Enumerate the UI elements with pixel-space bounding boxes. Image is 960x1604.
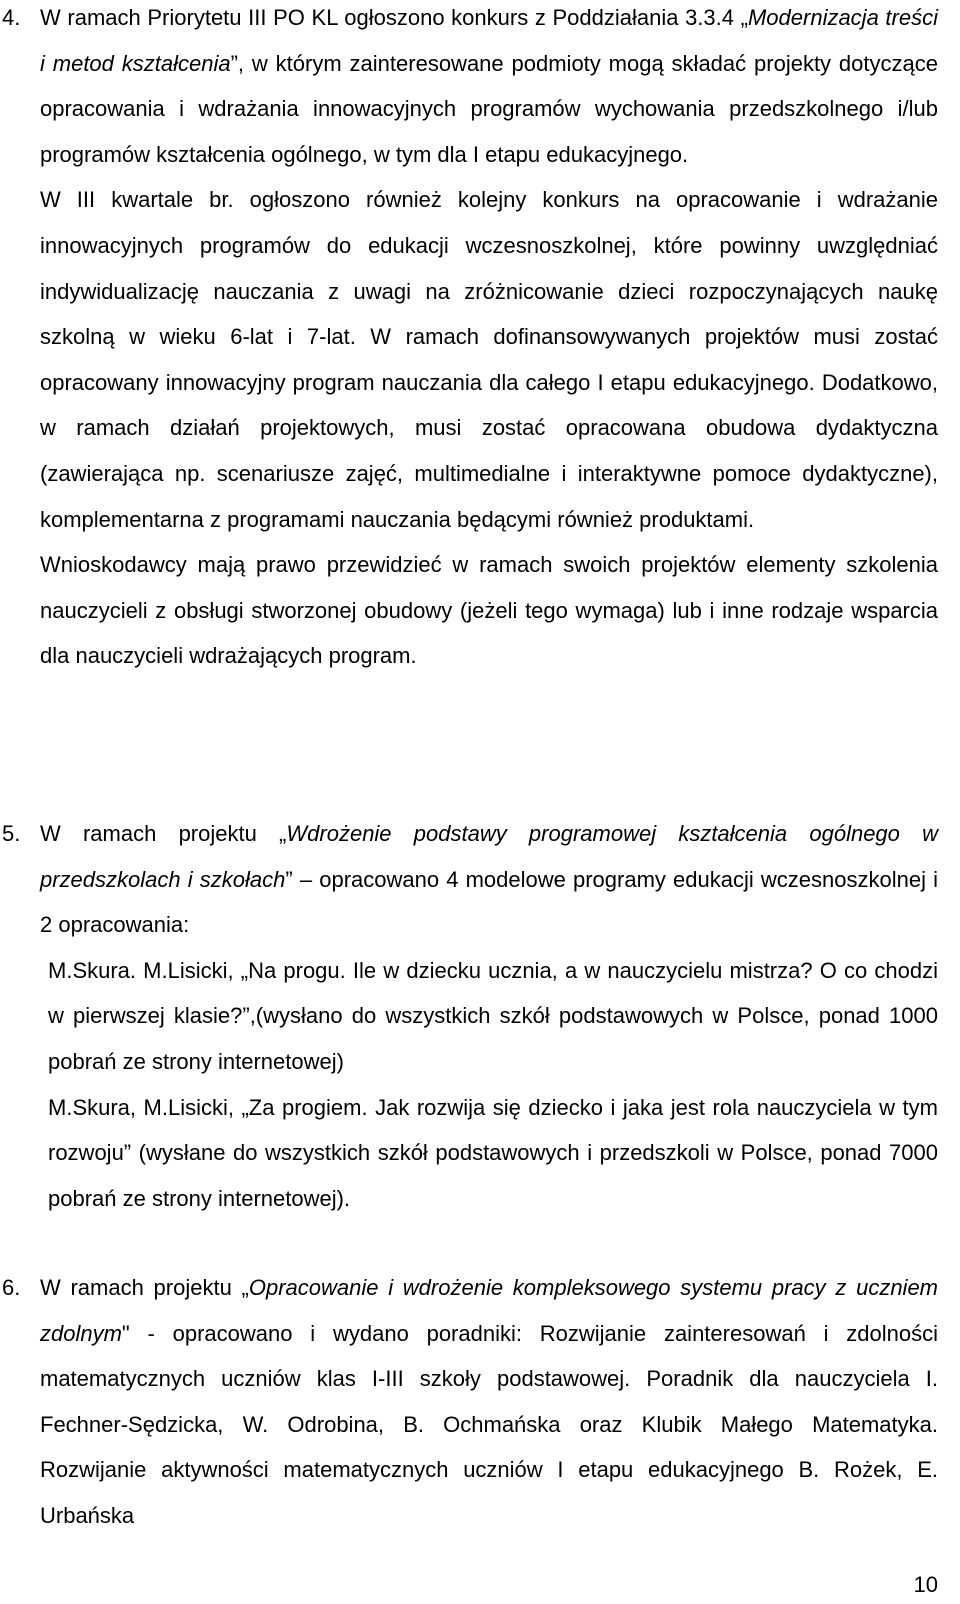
list-item-6: [0, 1265, 938, 1539]
item-number: 4.: [2, 5, 21, 30]
project-title: Opracowanie i wdrożenie kompleksowego systemu pracy z uczniem zdolnym: [40, 1275, 939, 1346]
page-number: 10: [913, 1572, 938, 1597]
item-number: 6.: [2, 1275, 21, 1300]
paragraph-text: " - opracowano i wydano poradniki: Rozwijanie zainteresowań i zdolności matematycznych uczniów klas I-III szkoły podstawowej. Poradnik dla nauczyciela I. Fechner-Sędzicka, W. Odrobina, B. Ochmańska oraz Klubik Małego Matematyka. Rozwijanie aktywności matematycznych uczniów I etapu edukacyjnego B. Rożek, E. Urbańska: [40, 1320, 938, 1528]
bullet-text: M.Skura, M.Lisicki, „Za progiem. Jak rozwija się dziecko i jaka jest rola nauczyciela w tym rozwoju” (wysłane do wszystkich szkół podstawowych i przedszkoli w Polsce, ponad 7000 pobrań ze strony internetowej).: [48, 1094, 938, 1211]
project-title: Wdrożenie podstawy programowej kształcenia ogólnego w przedszkolach i szkołach: [40, 821, 939, 892]
paragraph-text: W ramach Priorytetu III PO KL ogłoszono konkurs z Poddziałania 3.3.4 „: [40, 5, 748, 30]
paragraph: [40, 811, 938, 948]
paragraph: W III kwartale br. ogłoszono również kolejny konkurs na opracowanie i wdrażanie innowacyjnych programów do edukacji wczesnoszkolnej, które powinny uwzględniać indywidualizację nauczania z uwagi na zróżnicowanie dzieci rozpoczynających naukę szkolną w wieku 6-lat i 7-lat. W ramach dofinansowywanych projektów musi zostać opracowany innowacyjny program nauczania dla całego I etapu edukacyjnego. Dodatkowo, w ramach działań projektowych, musi zostać opracowana obudowa dydaktyczna (zawierająca np. scenariusze zajęć, multimedialne i interaktywne pomoce dydaktyczne), komplementarna z programami nauczania będącymi również produktami.: [40, 187, 938, 532]
paragraph: [40, 1265, 938, 1539]
bullet-text: M.Skura. M.Lisicki, „Na progu. Ile w dziecku ucznia, a w nauczycielu mistrza? O co chodzi w pierwszej klasie?”,(wysłano do wszystkich szkół podstawowych w Polsce, ponad 1000 pobrań ze strony internetowej): [48, 957, 938, 1074]
item-body: [40, 0, 938, 679]
bullet-item: [48, 1085, 938, 1222]
bullet-item: [48, 948, 938, 1085]
list-item-4: [0, 0, 938, 679]
paragraph-text: W ramach projektu „: [40, 821, 287, 846]
item-number: 5.: [2, 821, 21, 846]
paragraph-text: ” – opracowano 4 modelowe programy edukacji wczesnoszkolnej i 2 opracowania:: [40, 866, 939, 938]
item-body: [40, 1265, 938, 1539]
list-item-5: [0, 811, 938, 1221]
paragraph-text: ”, w którym zainteresowane podmioty mogą składać projekty dotyczące opracowania i wdrażania innowacyjnych programów wychowania przedszkolnego i/lub programów kształcenia ogólnego, w tym dla I etapu edukacyjnego.: [40, 50, 938, 167]
paragraph-text: W ramach projektu „: [40, 1275, 249, 1300]
paragraph: Wnioskodawcy mają prawo przewidzieć w ramach swoich projektów elementy szkolenia nauczycieli z obsługi stworzonej obudowy (jeżeli tego wymaga) lub i inne rodzaje wsparcia dla nauczycieli wdrażających program.: [40, 552, 938, 669]
paragraph: [40, 0, 938, 177]
item-body: [40, 811, 938, 948]
program-title: Modernizacja treści i metod kształcenia: [40, 5, 938, 76]
